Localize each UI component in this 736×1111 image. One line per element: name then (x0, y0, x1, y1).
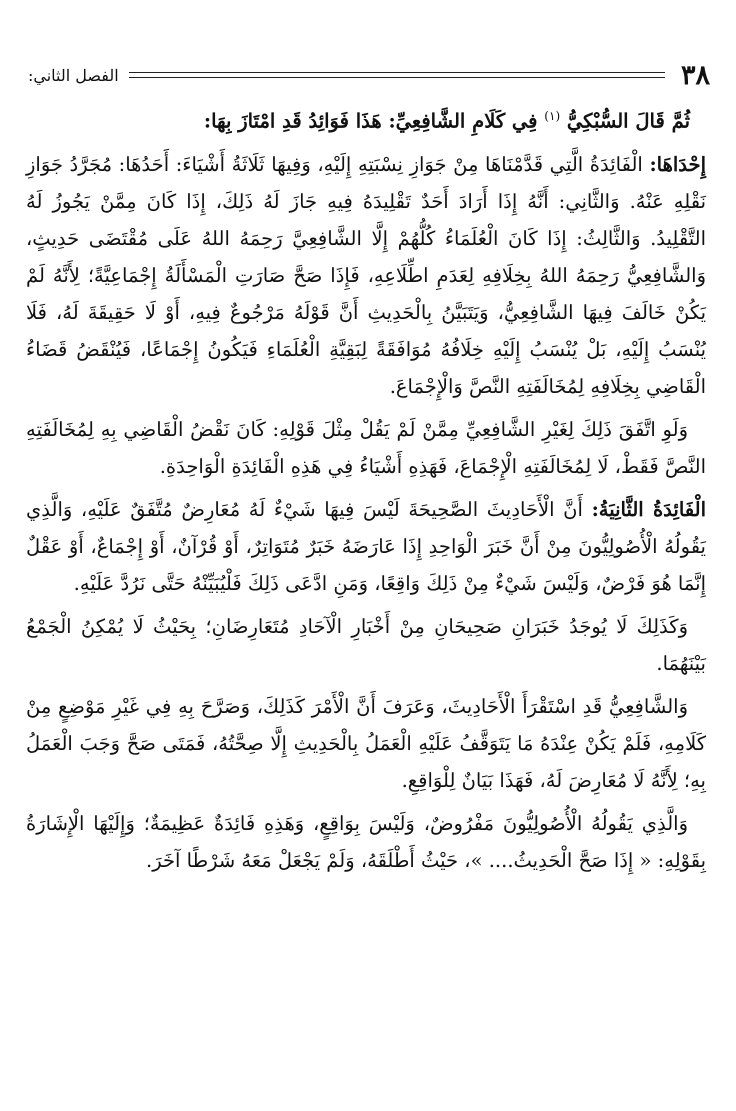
paragraph-lead: إِحْدَاهَا: (649, 152, 706, 176)
heading-text: ثُمَّ قَالَ السُّبْكِيُّ (566, 109, 690, 133)
section-heading (26, 98, 706, 140)
paragraph-second-benefit (26, 491, 706, 602)
main-text (26, 98, 706, 885)
paragraph-text: وَالَّذِي يَقُولُهُ الْأُصُولِيُّونَ مَفْرُوضٌ، وَلَيْسَ بِوَاقِعٍ، وَهَذِهِ فَائِدَةٌ عَظِيمَةٌ؛ وَإِلَيْهَا الْإِشَارَةُ بِقَوْلِهِ: « إِذَا صَحَّ الْحَدِيثُ.... »، حَيْثُ أَطْلَقَهُ، وَلَمْ يَجْعَلْ مَعَهُ شَرْطًا آخَرَ. (26, 811, 706, 872)
running-header (28, 58, 710, 92)
paragraph (26, 688, 706, 799)
page-number: ٣٨ (680, 59, 710, 91)
paragraph (26, 411, 706, 485)
paragraph-text: أَنَّ الْأَحَادِيثَ الصَّحِيحَةَ لَيْسَ فِيهَا شَيْءٌ لَهُ مُعَارِضٌ مُتَّفَقٌ عَلَيْهِ، وَالَّذِي يَقُولُهُ الْأُصُولِيُّونَ مِنْ أَنَّ خَبَرَ الْوَاحِدِ إِذَا عَارَضَهُ خَبَرٌ مُتَوَاتِرٌ، أَوْ قُرْآنٌ، أَوْ إِجْمَاعٌ، أَوْ عَقْلٌ إِنَّمَا هُوَ فَرْضٌ، وَلَيْسَ شَيْءٌ مِنْ ذَلِكَ وَاقِعًا، وَمَنِ ادَّعَى ذَلِكَ فَلْيُبَيِّنْهُ حَتَّى نَرُدَّ عَلَيْهِ. (26, 497, 706, 595)
footnote-reference[interactable]: (١) (544, 109, 561, 123)
paragraph (26, 805, 706, 879)
paragraph-lead: الْفَائِدَةُ الثَّانِيَةُ: (591, 497, 706, 521)
paragraph-text: وَلَوِ اتَّفَقَ ذَلِكَ لِغَيْرِ الشَّافِعِيِّ مِمَّنْ لَمْ يَقُلْ مِثْلَ قَوْلِهِ: كَانَ نَقْضُ الْقَاضِي بِهِ لِمُخَالَفَتِهِ النَّصَّ فَقَطْ، لَا لِمُخَالَفَتِهِ الْإِجْمَاعَ، فَهَذِهِ أَشْيَاءُ فِي هَذِهِ الْفَائِدَةِ الْوَاحِدَةِ. (26, 417, 706, 478)
heading-text-continued: فِي كَلَامِ الشَّافِعِيِّ: هَذَا فَوَائِدُ قَدِ امْتَازَ بِهَا: (203, 109, 538, 133)
paragraph-text: الْفَائِدَةُ الَّتِي قَدَّمْنَاهَا مِنْ جَوَازِ نِسْبَتِهِ إِلَيْهِ، وَفِيهَا ثَلَاثَةُ أَشْيَاءَ: أَحَدُهَا: مُجَرَّدُ جَوَازِ نَقْلِهِ عَنْهُ. وَالثَّانِي: أَنَّهُ إِذَا أَرَادَ أَحَدٌ تَقْلِيدَهُ فِيهِ جَازَ لَهُ ذَلِكَ، إِذَا كَانَ مِمَّنْ يَجُوزُ لَهُ التَّقْلِيدُ. وَالثَّالِثُ: إِذَا كَانَ الْعُلَمَاءُ كُلُّهُمْ إِلَّا الشَّافِعِيَّ رَحِمَهُ اللهُ عَلَى مُقْتَضَى حَدِيثٍ، وَالشَّافِعِيُّ رَحِمَهُ اللهُ بِخِلَافِهِ لِعَدَمِ اطِّلَاعِهِ، فَإِذَا صَحَّ صَارَتِ الْمَسْأَلَةُ إِجْمَاعِيَّةً؛ لِأَنَّهُ لَمْ يَكُنْ خَالَفَ فِيهَا الشَّافِعِيُّ، وَيَتَبَيَّنُ بِالْحَدِيثِ أَنَّ قَوْلَهُ مَرْجُوعٌ فِيهِ، أَوْ لَا حَقِيقَةَ لَهُ، فَلَا يُنْسَبُ إِلَيْهِ، بَلْ يُنْسَبُ إِلَيْهِ خِلَافُهُ مُوَافَقَةً لِبَقِيَّةِ الْعُلَمَاءِ فَيَكُونُ إِجْمَاعًا، فَيُنْقَضُ قَضَاءُ الْقَاضِي بِخِلَافِهِ لِمُخَالَفَتِهِ النَّصَّ وَالْإِجْمَاعَ. (26, 152, 706, 398)
paragraph-text: وَكَذَلِكَ لَا يُوجَدُ خَبَرَانِ صَحِيحَانِ مِنْ أَخْبَارِ الْآحَادِ مُتَعَارِضَانِ؛ بِحَيْثُ لَا يُمْكِنُ الْجَمْعُ بَيْنَهُمَا. (26, 614, 706, 675)
paragraph-first-benefit (26, 146, 706, 405)
header-rule (129, 72, 665, 78)
paragraph-text: وَالشَّافِعِيُّ قَدِ اسْتَقْرَأَ الْأَحَادِيثَ، وَعَرَفَ أَنَّ الْأَمْرَ كَذَلِكَ، وَصَرَّحَ بِهِ فِي غَيْرِ مَوْضِعٍ مِنْ كَلَامِهِ، فَلَمْ يَكُنْ عِنْدَهُ مَا يَتَوَقَّفُ عَلَيْهِ الْعَمَلُ بِالْحَدِيثِ إِلَّا صِحَّتُهُ، فَمَتَى صَحَّ وَجَبَ الْعَمَلُ بِهِ؛ لِأَنَّهُ لَا مُعَارِضَ لَهُ، فَهَذَا بَيَانٌ لِلْوَاقِعِ. (26, 694, 706, 792)
chapter-title: الفصل الثاني: (28, 65, 119, 85)
paragraph (26, 608, 706, 682)
